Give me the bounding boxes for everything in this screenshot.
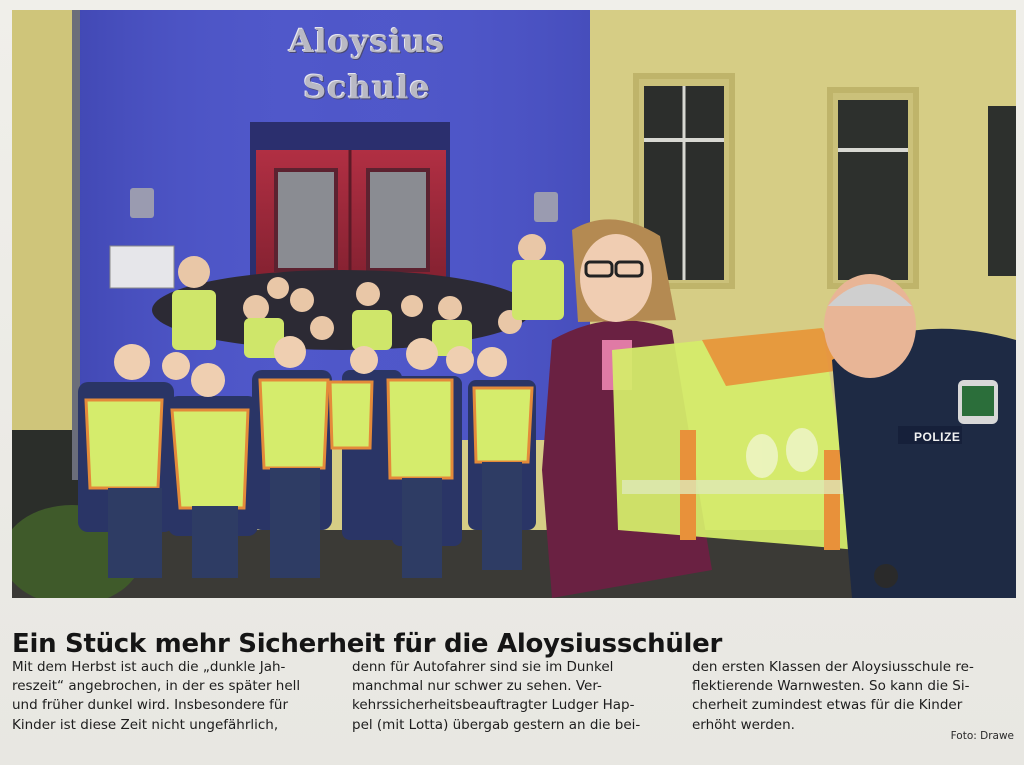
article-line: cherheit zumindest etwas für die Kinder	[692, 697, 963, 714]
facade-inscription	[242, 18, 492, 110]
police-patch-text: POLIZE	[914, 430, 961, 444]
article-column-2	[352, 658, 670, 735]
window-3	[988, 106, 1016, 276]
article-line: manchmal nur schwer zu sehen. Ver-	[352, 678, 602, 695]
article-line: und früher dunkel wird. Insbesondere für	[12, 697, 289, 714]
article-line: den ersten Klassen der Aloysiusschule re-	[692, 659, 974, 675]
wall-lamp-right	[534, 192, 558, 222]
photo-credit: Foto: Drawe	[950, 730, 1014, 742]
article-line: denn für Autofahrer sind sie im Dunkel	[352, 659, 614, 675]
article-line: kehrssicherheitsbeauftragter Ludger Hap-	[352, 697, 635, 714]
wall-lamp-left	[130, 188, 154, 218]
headline: Ein Stück mehr Sicherheit für die Aloysiusschüler	[12, 629, 723, 660]
article-line: pel (mit Lotta) übergab gestern an die bei-	[352, 716, 641, 733]
article-line: erhöht werden.	[692, 716, 795, 733]
article-line: Mit dem Herbst ist auch die „dunkle Jah-	[12, 659, 286, 675]
facade-line-1: Aloysius	[288, 22, 446, 60]
door-window-right	[368, 170, 428, 270]
news-photo	[12, 10, 1016, 598]
article-body	[12, 658, 1016, 754]
article-column-1	[12, 658, 330, 735]
article-line: reszeit“ angebrochen, in der es später hell	[12, 678, 301, 695]
article-line: flektierende Warnwesten. So kann die Si-	[692, 678, 970, 695]
door-window-left	[276, 170, 336, 270]
school-plaque	[110, 246, 174, 288]
facade-line-2: Schule	[303, 68, 431, 106]
article-line: Kinder ist diese Zeit nicht ungefährlich,	[12, 716, 279, 733]
safety-vest	[612, 328, 858, 550]
window-2	[838, 100, 908, 280]
article-column-3	[692, 658, 1010, 735]
